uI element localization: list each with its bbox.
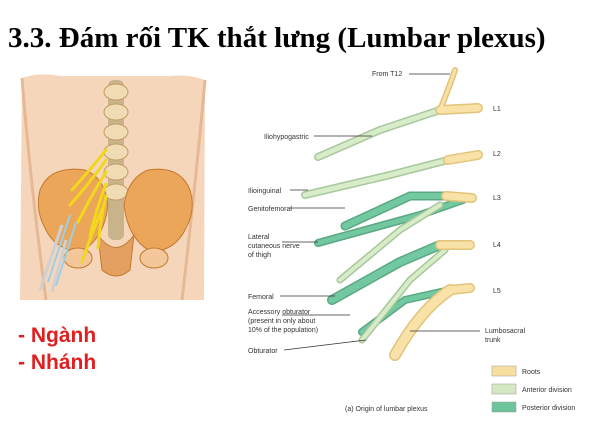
label-genitofemoral: Genitofemoral xyxy=(248,206,292,213)
lumbar-plexus-diagram xyxy=(248,70,575,413)
label-l3: L3 xyxy=(493,195,501,202)
label-lateral-cutaneous-2: cutaneous nerve xyxy=(248,243,300,250)
bullet-nhanh: - Nhánh xyxy=(18,351,97,374)
label-obturator: Obturator xyxy=(248,348,278,355)
slide-title: 3.3. Đám rối TK thắt lưng (Lumbar plexus) xyxy=(8,22,546,54)
legend-swatch-anterior xyxy=(492,384,516,394)
label-lateral-cutaneous-3: of thigh xyxy=(248,252,271,259)
anatomy-illustration xyxy=(20,74,205,300)
label-lateral-cutaneous-1: Lateral xyxy=(248,234,270,241)
legend-roots: Roots xyxy=(522,369,541,376)
diagram-caption: (a) Origin of lumbar plexus xyxy=(345,406,428,413)
legend-swatch-roots xyxy=(492,366,516,376)
label-lumbosacral-1: Lumbosacral xyxy=(485,328,526,335)
label-iliohypogastric: Iliohypogastric xyxy=(264,134,309,141)
legend-swatch-posterior xyxy=(492,402,516,412)
legend xyxy=(492,366,575,412)
label-accessory-obturator-1: Accessory obturator xyxy=(248,309,311,316)
label-accessory-obturator-3: 10% of the population) xyxy=(248,327,319,334)
label-lumbosacral-2: trunk xyxy=(485,337,501,344)
label-from-t12: From T12 xyxy=(372,71,403,78)
label-l5: L5 xyxy=(493,288,501,295)
legend-anterior: Anterior division xyxy=(522,387,572,394)
bullet-nganh: - Ngành xyxy=(18,324,97,347)
label-ilioinguinal: Ilioinguinal xyxy=(248,188,282,195)
legend-posterior: Posterior division xyxy=(522,405,576,412)
label-l1: L1 xyxy=(493,106,501,113)
label-accessory-obturator-2: (present in only about xyxy=(248,318,316,325)
label-l4: L4 xyxy=(493,242,501,249)
label-femoral: Femoral xyxy=(248,294,274,301)
label-l2: L2 xyxy=(493,151,501,158)
